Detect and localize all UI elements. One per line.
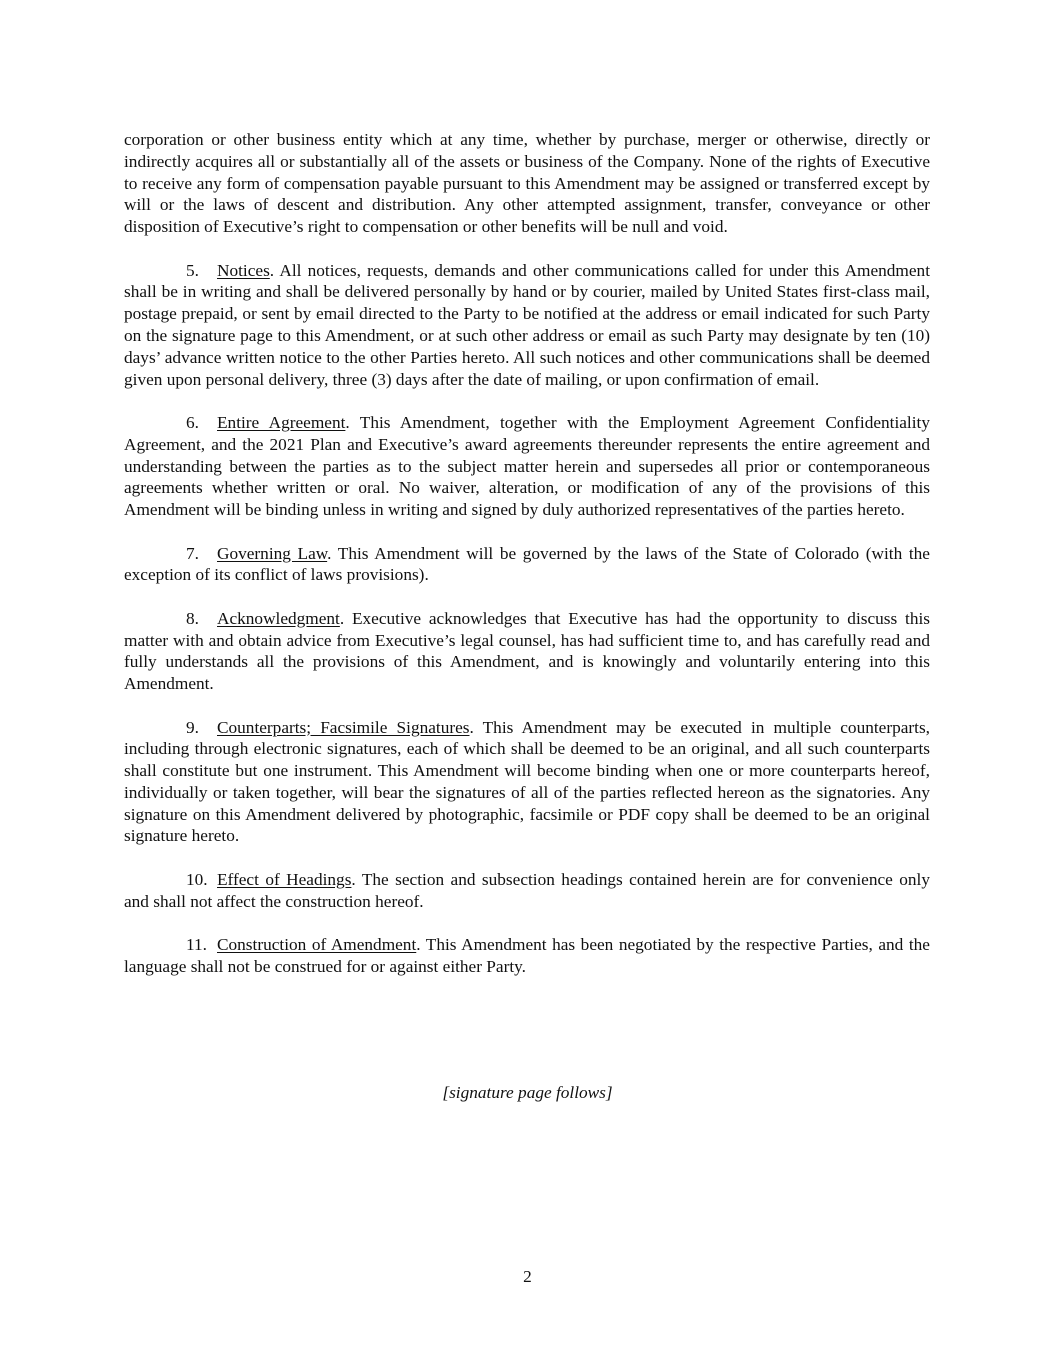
section-body: . The section and subsection headings contained herein are for convenience only and shall not affect the construction hereof. bbox=[124, 869, 930, 911]
section-number: 8. bbox=[186, 608, 199, 628]
section-heading: Entire Agreement bbox=[217, 412, 346, 432]
signature-page-note: [signature page follows] bbox=[442, 1083, 613, 1102]
section-notices bbox=[124, 260, 930, 391]
section-body: . This Amendment, together with the Employment Agreement Confidentiality Agreement, and the 2021 Plan and Executive’s award agreements thereunder represents the entire agreement and understanding between the parties as to the subject matter herein and supersedes all prior or contemporaneous agreements whether written or oral. No waiver, alteration, or modification of any of the provisions of this Amendment will be binding unless in writing and signed by duly authorized representatives of the parties hereto. bbox=[124, 412, 930, 520]
section-counterparts bbox=[124, 717, 930, 848]
section-heading: Effect of Headings bbox=[217, 869, 352, 889]
document-page bbox=[124, 129, 930, 999]
section-entire-agreement bbox=[124, 412, 930, 521]
section-number: 7. bbox=[186, 543, 199, 563]
section-body: . This Amendment will be governed by the laws of the State of Colorado (with the exception of its conflict of laws provisions). bbox=[124, 543, 930, 585]
section-body: . This Amendment may be executed in multiple counterparts, including through electronic signatures, each of which shall be deemed to be an original, and all such counterparts shall constitute but one instrument. This Amendment will become binding when one or more counterparts hereof, individually or taken together, will bear the signatures of all of the parties reflected hereon as the signatories. Any signature on this Amendment delivered by photographic, facsimile or PDF copy shall be deemed to be an original signature hereto. bbox=[124, 717, 930, 846]
section-number: 10. bbox=[186, 869, 208, 889]
section-heading: Construction of Amendment bbox=[217, 935, 417, 955]
section-heading: Counterparts; Facsimile Signatures bbox=[217, 717, 470, 737]
section-heading: Governing Law bbox=[217, 543, 328, 563]
section-number: 9. bbox=[186, 717, 199, 737]
page-number: 2 bbox=[523, 1267, 532, 1286]
section-body: . This Amendment has been negotiated by the respective Parties, and the language shall not be construed for or against either Party. bbox=[124, 935, 930, 976]
section-heading: Acknowledgment bbox=[217, 608, 340, 628]
section-body: . Executive acknowledges that Executive has had the opportunity to discuss this matter with and obtain advice from Executive’s legal counsel, has had sufficient time to, and has carefully read and fully understands all the provisions of this Amendment, and is knowingly and voluntarily entering into this Amendment. bbox=[124, 608, 930, 694]
section-construction bbox=[124, 934, 930, 978]
section-effect-of-headings bbox=[124, 869, 930, 913]
section-acknowledgment bbox=[124, 608, 930, 695]
section-heading: Notices bbox=[217, 260, 270, 280]
section-governing-law bbox=[124, 543, 930, 587]
section-number: 11. bbox=[186, 935, 207, 955]
section-number: 6. bbox=[186, 412, 199, 432]
section-body: . All notices, requests, demands and other communications called for under this Amendment shall be in writing and shall be delivered personally by hand or by courier, mailed by United States first-class mail, postage prepaid, or sent by email directed to the Party to be notified at the address or email indicated for such Party on the signature page to this Amendment, or at such other address or email as such Party may designate by ten (10) days’ advance written notice to the other Parties hereto. All such notices and other communications shall be deemed given upon personal delivery, three (3) days after the date of mailing, or upon confirmation of email. bbox=[124, 260, 930, 389]
section-number: 5. bbox=[186, 260, 199, 280]
continuation-paragraph: corporation or other business entity which at any time, whether by purchase, merger or otherwise, directly or indirectly acquires all or substantially all of the assets or business of the Company. None of the rights of Executive to receive any form of compensation payable pursuant to this Amendment may be assigned or transferred except by will or the laws of descent and distribution. Any other attempted assignment, transfer, conveyance or other disposition of Executive’s right to compensation or other benefits will be null and void. bbox=[124, 130, 930, 237]
